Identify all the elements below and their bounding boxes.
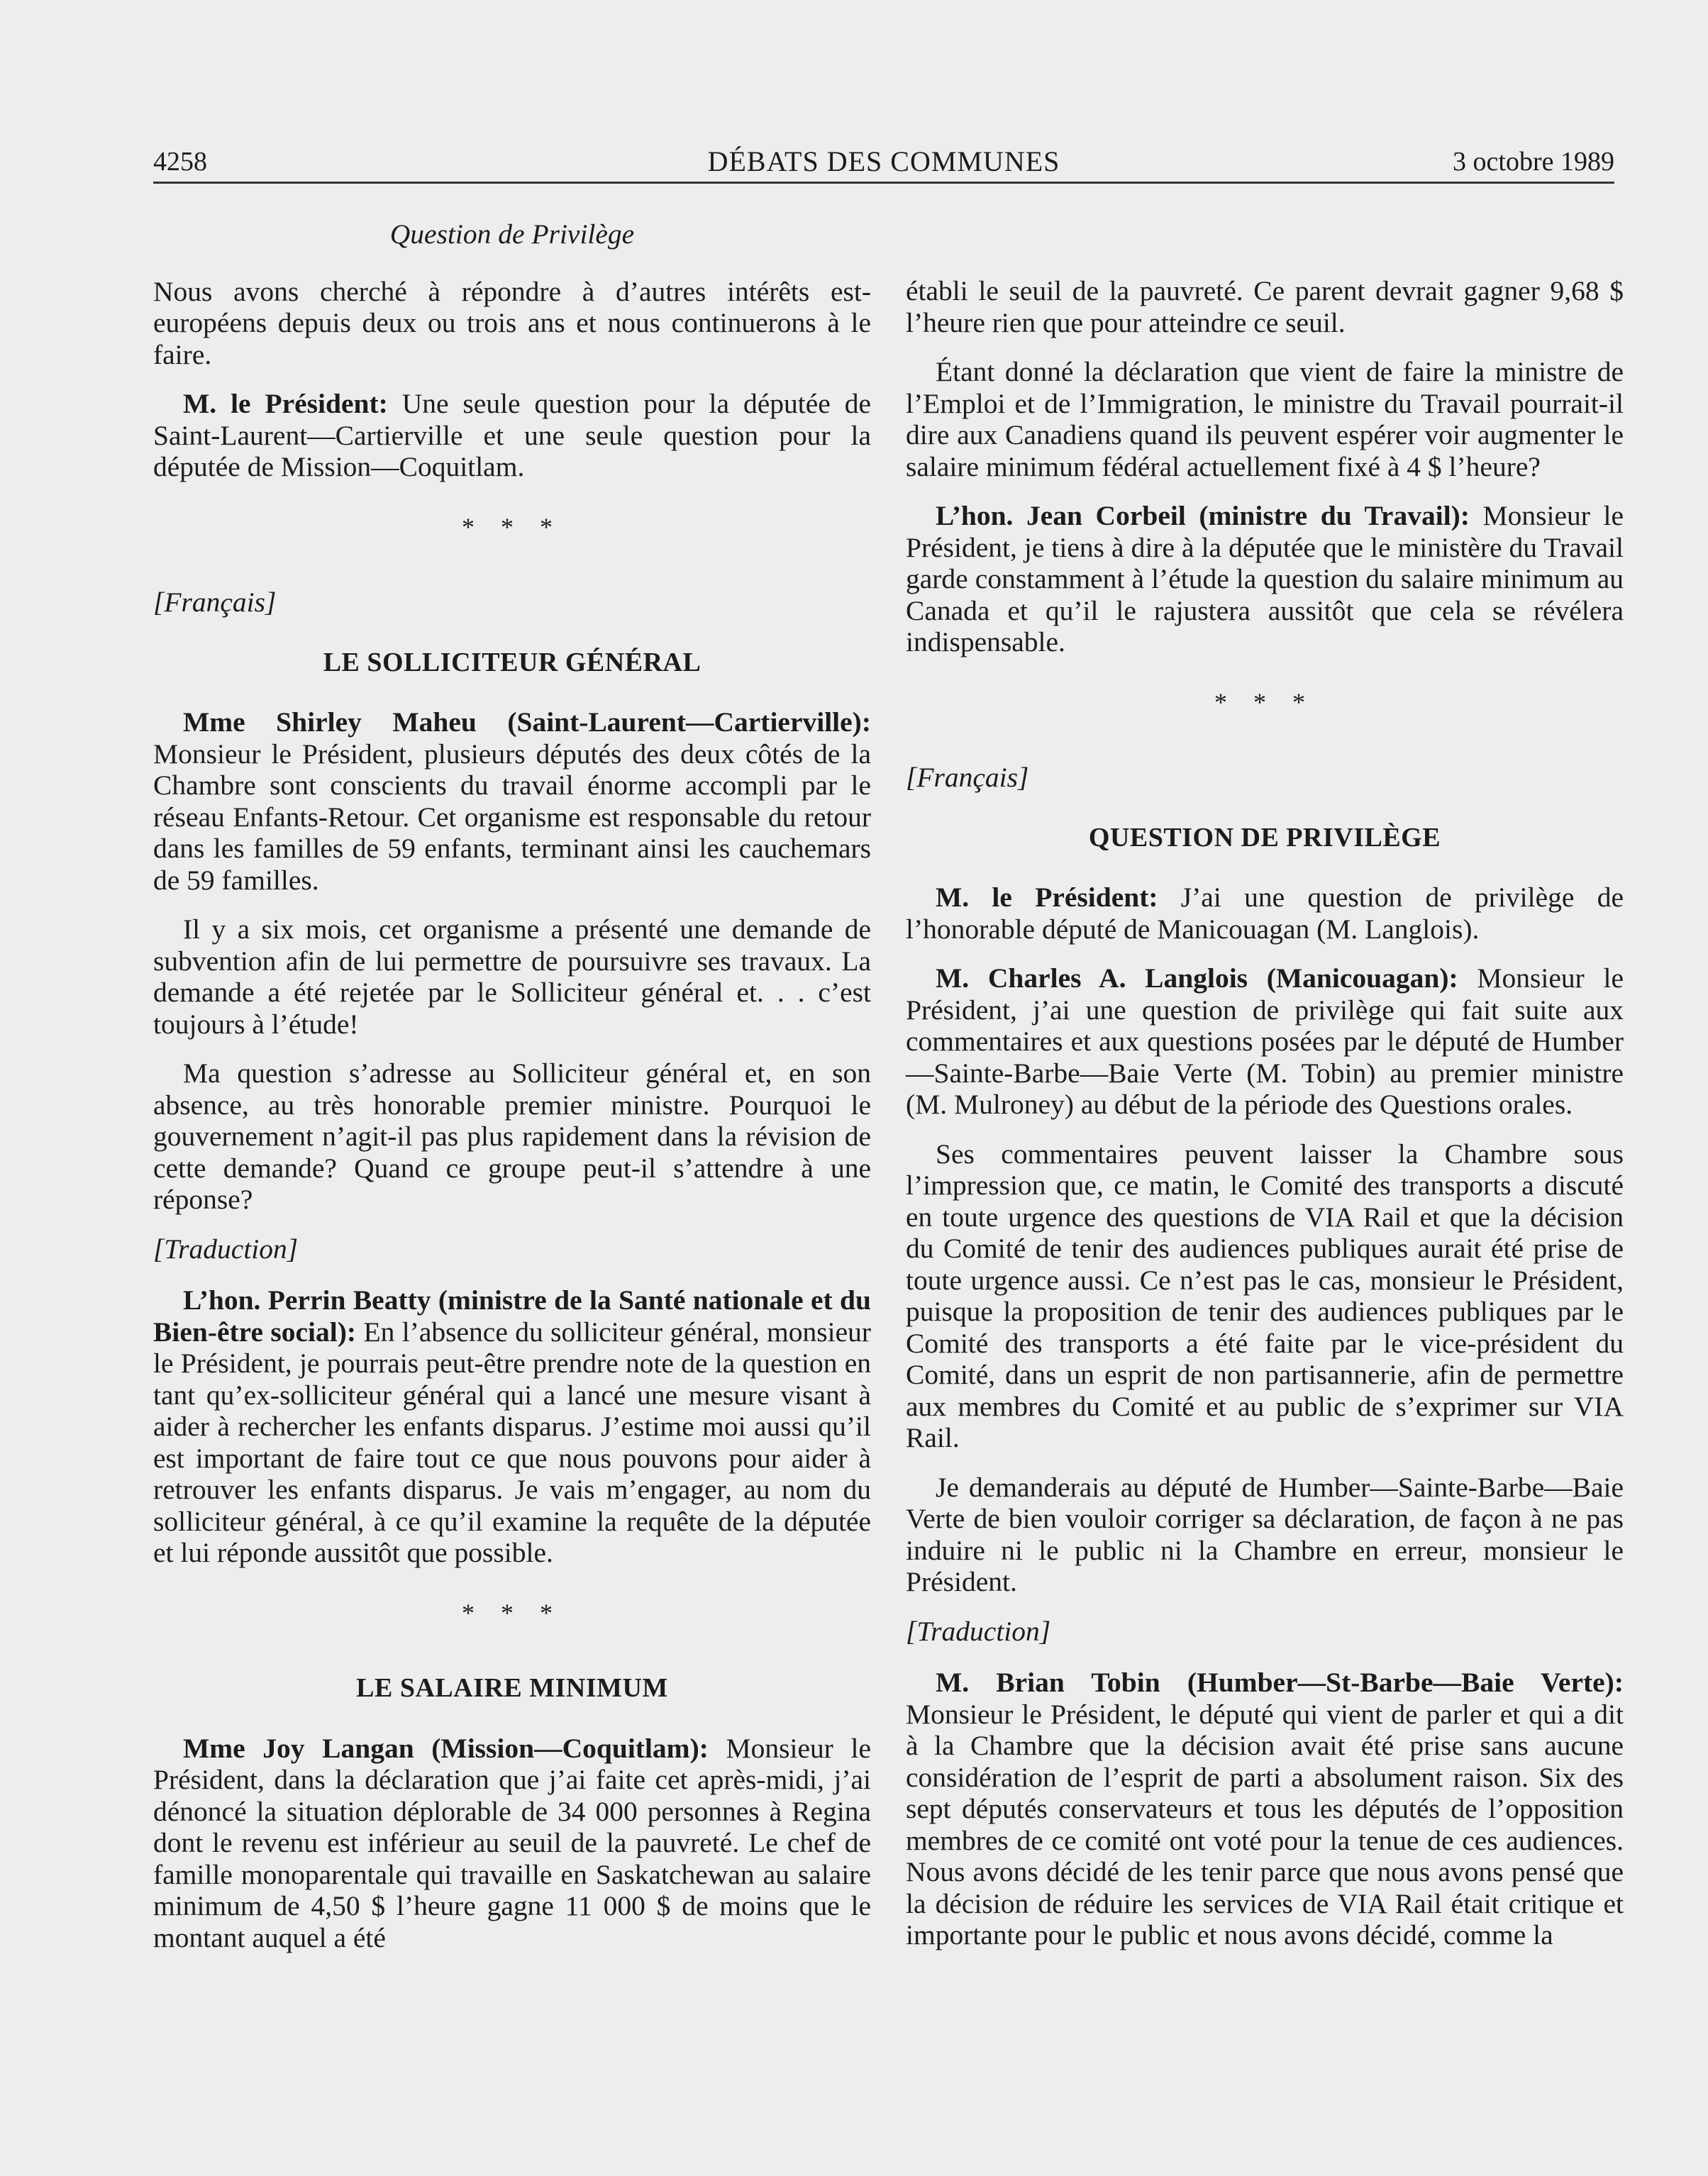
paragraph: Ses commentaires peuvent laisser la Chambre sous l’impression que, ce matin, le Comité des transports a discuté en toute urgence des questions de VIA Rail et que la décision du Comité de tenir des audiences publiques aurait été prise de toute urgence aussi. Ce n’est pas le cas, monsieur le Président, puisque la proposition de tenir des audiences publiques par le Comité des transports a été faite par le vice-président du Comité, dans un esprit de non partisannerie, afin de permettre aux membres du Comité et au public de s’exprimer sur VIA Rail.	[906, 1138, 1624, 1453]
paragraph: Nous avons cherché à répondre à d’autres intérêts est-européens depuis deux ou trois ans et nous continuerons à le faire.	[153, 275, 871, 370]
paragraph	[906, 882, 1624, 945]
paragraph: Je demanderais au député de Humber—Sainte-Barbe—Baie Verte de bien vouloir corriger sa déclaration, de façon à ne pas induire ni le public ni la Chambre en erreur, monsieur le Président.	[906, 1471, 1624, 1597]
section-separator: * * *	[462, 1598, 562, 1627]
speech-text: Une seule question pour la députée de Saint-Laurent—Cartierville et une seule question pour la députée de Mission—Coquitlam.	[153, 388, 871, 482]
paragraph	[906, 962, 1624, 1121]
header-rule	[153, 182, 1614, 184]
speech-text: Monsieur le Président, plusieurs députés des deux côtés de la Chambre sont conscients du travail énorme accompli par le réseau Enfants-Retour. Cet organisme est responsable du retour dans les familles de 59 enfants, terminant ainsi les cauchemars de 59 familles.	[153, 738, 871, 896]
speech-text: Monsieur le Président, dans la déclaration que j’ai faite cet après-midi, j’ai dénoncé la situation déplorable de 34 000 personnes à Regina dont le revenu est inférieur au seuil de la pauvreté. Le chef de famille monoparentale qui travaille en Saskatchewan au salaire minimum de 4,50 $ l’heure gagne 11 000 $ de moins que le montant auquel a été	[153, 1732, 871, 1953]
section-separator: * * *	[462, 512, 562, 541]
section-heading: LE SOLLICITEUR GÉNÉRAL	[323, 647, 702, 677]
speaker-name: M. le Président:	[936, 882, 1158, 913]
speech-text: Monsieur le Président, j’ai une question de privilège qui fait suite aux commentaires et aux questions posées par le député de Humber—Sainte-Barbe—Baie Verte (M. Tobin) au premier ministre (M. Mulroney) au début de la période des Questions orales.	[906, 962, 1624, 1120]
paragraph	[153, 388, 871, 483]
speaker-name: M. le Président:	[183, 388, 388, 419]
speaker-name: Mme Shirley Maheu (Saint-Laurent—Cartierville):	[183, 706, 871, 738]
section-heading: LE SALAIRE MINIMUM	[356, 1673, 668, 1703]
paragraph	[153, 1284, 871, 1569]
language-tag: [Français]	[906, 762, 1029, 793]
speaker-name: M. Brian Tobin (Humber—St-Barbe—Baie Verte):	[936, 1667, 1624, 1698]
section-separator: * * *	[1214, 687, 1315, 716]
paragraph: Étant donné la déclaration que vient de faire la ministre de l’Emploi et de l’Immigration, le ministre du Travail pourrait-il dire aux Canadiens quand ils peuvent espérer voir augmenter le salaire minimum fédéral actuellement fixé à 4 $ l’heure?	[906, 356, 1624, 482]
speech-text: En l’absence du solliciteur général, monsieur le Président, je pourrais peut-être prendre note de la question en tant qu’ex-solliciteur général qui a lancé une mesure visant à aider à rechercher les enfants disparus. J’estime moi aussi qu’il est important de faire tout ce que nous pouvons pour aider à retrouver les enfants disparus. Je vais m’engager, au nom du solliciteur général, à ce qu’il examine la requête de la députée et lui réponde aussitôt que possible.	[153, 1316, 872, 1568]
right-column	[906, 275, 1624, 1969]
language-tag: [Traduction]	[906, 1615, 1051, 1647]
left-column	[153, 213, 871, 1971]
section-heading: QUESTION DE PRIVILÈGE	[1088, 822, 1441, 853]
publication-date: 3 octobre 1989	[1453, 147, 1614, 177]
publication-title: DÉBATS DES COMMUNES	[707, 145, 1060, 177]
section-subtitle: Question de Privilège	[389, 218, 635, 250]
paragraph	[906, 500, 1624, 658]
language-tag: [Traduction]	[153, 1233, 299, 1265]
paragraph: Il y a six mois, cet organisme a présenté une demande de subvention afin de lui permettre de poursuivre ses travaux. La demande a été rejetée par le Solliciteur général et. . . c’est toujours à l’étude!	[153, 914, 871, 1040]
speech-text: J’ai une question de privilège de l’honorable député de Manicouagan (M. Langlois).	[906, 882, 1624, 945]
page-number: 4258	[153, 147, 207, 177]
paragraph	[153, 1733, 871, 1954]
paragraph: Ma question s’adresse au Solliciteur général et, en son absence, au très honorable premier ministre. Pourquoi le gouvernement n’agit-il pas plus rapidement dans la révision de cette demande? Quand ce groupe peut-il s’attendre à une réponse?	[153, 1058, 871, 1215]
speaker-name: Mme Joy Langan (Mission—Coquitlam):	[183, 1732, 709, 1764]
paragraph	[906, 1667, 1624, 1951]
speaker-name: L’hon. Perrin Beatty (ministre de la Santé nationale et du Bien-être social):	[153, 1284, 871, 1348]
speech-text: Monsieur le Président, le député qui vient de parler et qui a dit à la Chambre que la décision avait été prise sans aucune considération de l’esprit de parti a absolument raison. Six des sept députés conservateurs et tous les députés de l’opposition membres de ce comité ont voté pour la tenue de ces audiences. Nous avons décidé de les tenir parce que nous avons pensé que la décision de réduire les services de VIA Rail était critique et importante pour le public et nous avons décidé, comme la	[906, 1698, 1624, 1950]
language-tag: [Français]	[153, 587, 277, 618]
speech-text: Monsieur le Président, je tiens à dire à la députée que le ministère du Travail garde constamment à l’étude la question du salaire minimum au Canada et qu’il le rajustera aussitôt que cela se révélera indispensable.	[906, 500, 1624, 657]
running-header	[153, 142, 1614, 182]
speaker-name: L’hon. Jean Corbeil (ministre du Travail):	[936, 500, 1470, 531]
paragraph: établi le seuil de la pauvreté. Ce parent devrait gagner 9,68 $ l’heure rien que pour atteindre ce seuil.	[906, 275, 1624, 338]
paragraph	[153, 706, 871, 896]
speaker-name: M. Charles A. Langlois (Manicouagan):	[936, 962, 1458, 994]
